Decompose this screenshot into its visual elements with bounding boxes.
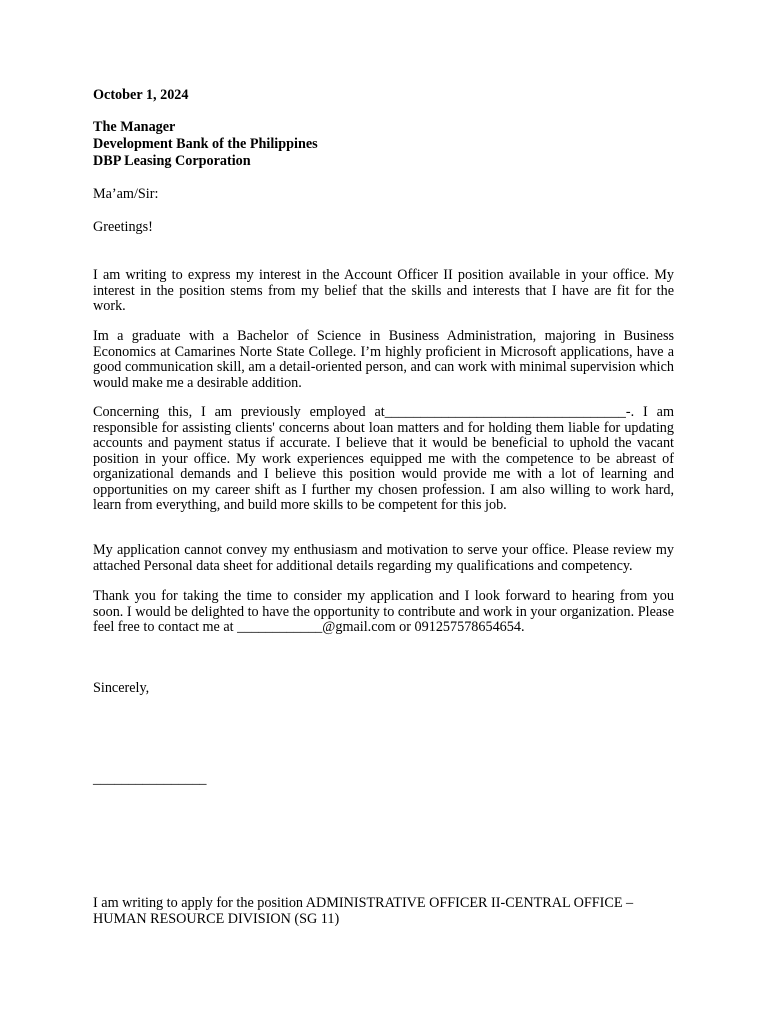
body-paragraph-1: I am writing to express my interest in the Account Officer II position available in your office. My interest in the position stems from my belief that the skills and interests that I have are fit for the work. <box>93 267 674 314</box>
recipient-division: DBP Leasing Corporation <box>93 153 251 169</box>
footer-note-line-2: HUMAN RESOURCE DIVISION (SG 11) <box>93 910 340 927</box>
salutation: Ma’am/Sir: <box>93 186 159 202</box>
signature-line: ________________ <box>93 771 207 787</box>
recipient-title: The Manager <box>93 119 176 135</box>
body-paragraph-5: Thank you for taking the time to consider my application and I look forward to hearing from you soon. I would be delighted to have the opportunity to contribute and work in your organization. Please feel free to contact me at ____________@gmail.com or 091257578654654. <box>93 588 674 635</box>
letter-page <box>93 0 674 1024</box>
closing: Sincerely, <box>93 680 150 696</box>
letter-date: October 1, 2024 <box>93 87 189 103</box>
body-paragraph-2: Im a graduate with a Bachelor of Science in Business Administration, majoring in Business Economics at Camarines Norte State College. I’m highly proficient in Microsoft applications, have a good communication skill, am a detail-oriented person, and can work with minimal supervision which would make me a desirable addition. <box>93 328 674 391</box>
recipient-block <box>93 120 674 170</box>
body-paragraph-3: Concerning this, I am previously employed at__________________________________-. I am responsible for assisting clients' concerns about loan matters and for holding them liable for updating accounts and payment status if accurate. I believe that it would be beneficial to uphold the vacant position in your office. My work experiences equipped me with the competence to be abreast of organizational demands and I believe this position would provide me with a lot of learning and opportunities on my career shift as I further my chosen profession. I am also willing to work hard, learn from everything, and build more skills to be competent for this job. <box>93 404 674 513</box>
recipient-organization: Development Bank of the Philippines <box>93 136 318 152</box>
body-paragraph-4: My application cannot convey my enthusiasm and motivation to serve your office. Please review my attached Personal data sheet for additional details regarding my qualifications and competency. <box>93 542 674 574</box>
footer-note-line-1: I am writing to apply for the position ADMINISTRATIVE OFFICER II-CENTRAL OFFICE – <box>93 895 634 911</box>
greeting: Greetings! <box>93 219 153 235</box>
footer-note <box>93 896 674 927</box>
